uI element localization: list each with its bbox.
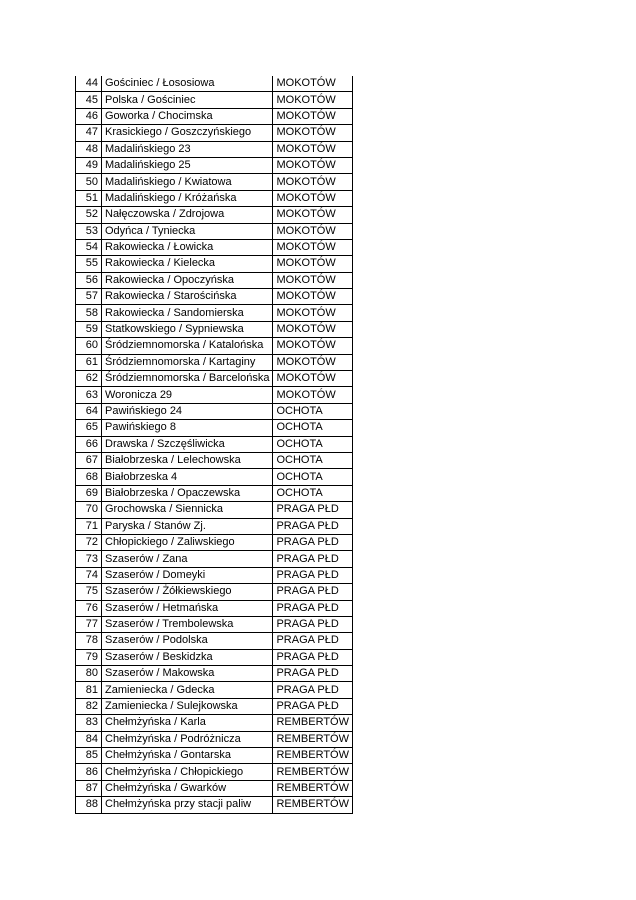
table-row xyxy=(76,715,353,731)
location-cell: Chełmżyńska przy stacji paliw xyxy=(102,797,273,813)
district-cell: OCHOTA xyxy=(273,436,353,452)
row-number-cell: 56 xyxy=(76,272,102,288)
row-number-cell: 50 xyxy=(76,174,102,190)
table-row xyxy=(76,141,353,157)
location-cell: Grochowska / Siennicka xyxy=(102,502,273,518)
district-cell: PRAGA PŁD xyxy=(273,551,353,567)
location-cell: Zamieniecka / Sulejkowska xyxy=(102,698,273,714)
row-number-cell: 86 xyxy=(76,764,102,780)
district-cell: REMBERTÓW xyxy=(273,764,353,780)
location-cell: Szaserów / Beskidzka xyxy=(102,649,273,665)
table-row xyxy=(76,518,353,534)
location-cell: Woronicza 29 xyxy=(102,387,273,403)
row-number-cell: 52 xyxy=(76,207,102,223)
district-cell: PRAGA PŁD xyxy=(273,534,353,550)
district-cell: REMBERTÓW xyxy=(273,715,353,731)
table-row xyxy=(76,371,353,387)
row-number-cell: 51 xyxy=(76,190,102,206)
district-cell: MOKOTÓW xyxy=(273,174,353,190)
location-cell: Szaserów / Makowska xyxy=(102,666,273,682)
location-cell: Nałęczowska / Zdrojowa xyxy=(102,207,273,223)
table-row xyxy=(76,567,353,583)
location-cell: Rakowiecka / Sandomierska xyxy=(102,305,273,321)
table-row xyxy=(76,764,353,780)
district-cell: MOKOTÓW xyxy=(273,256,353,272)
table-row xyxy=(76,633,353,649)
location-cell: Drawska / Szczęśliwicka xyxy=(102,436,273,452)
location-cell: Zamieniecka / Gdecka xyxy=(102,682,273,698)
row-number-cell: 72 xyxy=(76,534,102,550)
district-cell: MOKOTÓW xyxy=(273,141,353,157)
district-cell: MOKOTÓW xyxy=(273,92,353,108)
row-number-cell: 69 xyxy=(76,485,102,501)
row-number-cell: 80 xyxy=(76,666,102,682)
row-number-cell: 64 xyxy=(76,403,102,419)
location-cell: Śródziemnomorska / Barcelońska xyxy=(102,371,273,387)
row-number-cell: 46 xyxy=(76,108,102,124)
location-cell: Pawińskiego 8 xyxy=(102,420,273,436)
row-number-cell: 83 xyxy=(76,715,102,731)
row-number-cell: 53 xyxy=(76,223,102,239)
location-cell: Szaserów / Hetmańska xyxy=(102,600,273,616)
row-number-cell: 85 xyxy=(76,748,102,764)
table-row xyxy=(76,207,353,223)
table-row xyxy=(76,469,353,485)
row-number-cell: 44 xyxy=(76,76,102,92)
table-row xyxy=(76,272,353,288)
location-cell: Chełmżyńska / Podróżnicza xyxy=(102,731,273,747)
row-number-cell: 82 xyxy=(76,698,102,714)
district-cell: REMBERTÓW xyxy=(273,731,353,747)
district-cell: PRAGA PŁD xyxy=(273,698,353,714)
locations-table-body xyxy=(76,76,353,813)
row-number-cell: 88 xyxy=(76,797,102,813)
row-number-cell: 75 xyxy=(76,584,102,600)
district-cell: MOKOTÓW xyxy=(273,371,353,387)
location-cell: Rakowiecka / Starościńska xyxy=(102,289,273,305)
table-row xyxy=(76,452,353,468)
location-cell: Rakowiecka / Opoczyńska xyxy=(102,272,273,288)
location-cell: Polska / Gościniec xyxy=(102,92,273,108)
district-cell: PRAGA PŁD xyxy=(273,567,353,583)
location-cell: Goworka / Chocimska xyxy=(102,108,273,124)
location-cell: Szaserów / Domeyki xyxy=(102,567,273,583)
district-cell: PRAGA PŁD xyxy=(273,518,353,534)
district-cell: PRAGA PŁD xyxy=(273,600,353,616)
location-cell: Białobrzeska / Lelechowska xyxy=(102,452,273,468)
table-row xyxy=(76,108,353,124)
table-row xyxy=(76,584,353,600)
location-cell: Odyńca / Tyniecka xyxy=(102,223,273,239)
table-row xyxy=(76,354,353,370)
row-number-cell: 78 xyxy=(76,633,102,649)
district-cell: OCHOTA xyxy=(273,469,353,485)
location-cell: Krasickiego / Goszczyńskiego xyxy=(102,125,273,141)
row-number-cell: 71 xyxy=(76,518,102,534)
row-number-cell: 58 xyxy=(76,305,102,321)
table-row xyxy=(76,76,353,92)
district-cell: REMBERTÓW xyxy=(273,748,353,764)
district-cell: MOKOTÓW xyxy=(273,108,353,124)
location-cell: Rakowiecka / Łowicka xyxy=(102,239,273,255)
table-row xyxy=(76,157,353,173)
row-number-cell: 65 xyxy=(76,420,102,436)
row-number-cell: 66 xyxy=(76,436,102,452)
location-cell: Chełmżyńska / Karla xyxy=(102,715,273,731)
district-cell: MOKOTÓW xyxy=(273,190,353,206)
location-cell: Szaserów / Podolska xyxy=(102,633,273,649)
location-cell: Szaserów / Trembolewska xyxy=(102,616,273,632)
district-cell: OCHOTA xyxy=(273,485,353,501)
district-cell: PRAGA PŁD xyxy=(273,682,353,698)
row-number-cell: 68 xyxy=(76,469,102,485)
location-cell: Statkowskiego / Sypniewska xyxy=(102,321,273,337)
location-cell: Paryska / Stanów Zj. xyxy=(102,518,273,534)
district-cell: MOKOTÓW xyxy=(273,207,353,223)
table-row xyxy=(76,223,353,239)
table-row xyxy=(76,698,353,714)
district-cell: REMBERTÓW xyxy=(273,780,353,796)
table-row xyxy=(76,338,353,354)
row-number-cell: 57 xyxy=(76,289,102,305)
table-row xyxy=(76,551,353,567)
row-number-cell: 67 xyxy=(76,452,102,468)
location-cell: Chełmżyńska / Gwarków xyxy=(102,780,273,796)
location-cell: Chłopickiego / Zaliwskiego xyxy=(102,534,273,550)
table-row xyxy=(76,731,353,747)
district-cell: PRAGA PŁD xyxy=(273,616,353,632)
table-row xyxy=(76,748,353,764)
row-number-cell: 61 xyxy=(76,354,102,370)
district-cell: MOKOTÓW xyxy=(273,338,353,354)
location-cell: Chełmżyńska / Chłopickiego xyxy=(102,764,273,780)
location-cell: Szaserów / Zana xyxy=(102,551,273,567)
table-row xyxy=(76,436,353,452)
table-row xyxy=(76,305,353,321)
district-cell: REMBERTÓW xyxy=(273,797,353,813)
location-cell: Szaserów / Żółkiewskiego xyxy=(102,584,273,600)
row-number-cell: 62 xyxy=(76,371,102,387)
table-row xyxy=(76,649,353,665)
location-cell: Madalińskiego / Króżańska xyxy=(102,190,273,206)
table-row xyxy=(76,797,353,813)
row-number-cell: 73 xyxy=(76,551,102,567)
table-row xyxy=(76,616,353,632)
district-cell: MOKOTÓW xyxy=(273,223,353,239)
district-cell: OCHOTA xyxy=(273,420,353,436)
locations-table xyxy=(75,76,353,814)
table-row xyxy=(76,256,353,272)
table-row xyxy=(76,485,353,501)
row-number-cell: 76 xyxy=(76,600,102,616)
table-row xyxy=(76,780,353,796)
location-cell: Rakowiecka / Kielecka xyxy=(102,256,273,272)
row-number-cell: 70 xyxy=(76,502,102,518)
row-number-cell: 87 xyxy=(76,780,102,796)
row-number-cell: 59 xyxy=(76,321,102,337)
location-cell: Madalińskiego 25 xyxy=(102,157,273,173)
table-row xyxy=(76,190,353,206)
table-row xyxy=(76,289,353,305)
table-row xyxy=(76,92,353,108)
district-cell: MOKOTÓW xyxy=(273,289,353,305)
district-cell: PRAGA PŁD xyxy=(273,584,353,600)
row-number-cell: 55 xyxy=(76,256,102,272)
table-row xyxy=(76,321,353,337)
table-row xyxy=(76,600,353,616)
location-cell: Pawińskiego 24 xyxy=(102,403,273,419)
row-number-cell: 45 xyxy=(76,92,102,108)
row-number-cell: 54 xyxy=(76,239,102,255)
location-cell: Madalińskiego 23 xyxy=(102,141,273,157)
table-row xyxy=(76,666,353,682)
district-cell: OCHOTA xyxy=(273,403,353,419)
district-cell: MOKOTÓW xyxy=(273,305,353,321)
row-number-cell: 81 xyxy=(76,682,102,698)
district-cell: MOKOTÓW xyxy=(273,272,353,288)
location-cell: Białobrzeska / Opaczewska xyxy=(102,485,273,501)
row-number-cell: 48 xyxy=(76,141,102,157)
row-number-cell: 49 xyxy=(76,157,102,173)
row-number-cell: 77 xyxy=(76,616,102,632)
district-cell: OCHOTA xyxy=(273,452,353,468)
row-number-cell: 74 xyxy=(76,567,102,583)
table-row xyxy=(76,534,353,550)
district-cell: PRAGA PŁD xyxy=(273,666,353,682)
location-cell: Śródziemnomorska / Kartaginy xyxy=(102,354,273,370)
table-row xyxy=(76,420,353,436)
row-number-cell: 60 xyxy=(76,338,102,354)
table-row xyxy=(76,125,353,141)
district-cell: MOKOTÓW xyxy=(273,76,353,92)
table-row xyxy=(76,239,353,255)
row-number-cell: 84 xyxy=(76,731,102,747)
location-cell: Śródziemnomorska / Katalońska xyxy=(102,338,273,354)
row-number-cell: 79 xyxy=(76,649,102,665)
table-row xyxy=(76,682,353,698)
district-cell: PRAGA PŁD xyxy=(273,649,353,665)
district-cell: MOKOTÓW xyxy=(273,125,353,141)
location-cell: Madalińskiego / Kwiatowa xyxy=(102,174,273,190)
location-cell: Chełmżyńska / Gontarska xyxy=(102,748,273,764)
table-row xyxy=(76,174,353,190)
table-row xyxy=(76,387,353,403)
location-cell: Gościniec / Łososiowa xyxy=(102,76,273,92)
table-row xyxy=(76,502,353,518)
district-cell: PRAGA PŁD xyxy=(273,633,353,649)
district-cell: PRAGA PŁD xyxy=(273,502,353,518)
row-number-cell: 47 xyxy=(76,125,102,141)
district-cell: MOKOTÓW xyxy=(273,321,353,337)
district-cell: MOKOTÓW xyxy=(273,239,353,255)
location-cell: Białobrzeska 4 xyxy=(102,469,273,485)
district-cell: MOKOTÓW xyxy=(273,157,353,173)
district-cell: MOKOTÓW xyxy=(273,354,353,370)
district-cell: MOKOTÓW xyxy=(273,387,353,403)
row-number-cell: 63 xyxy=(76,387,102,403)
table-row xyxy=(76,403,353,419)
